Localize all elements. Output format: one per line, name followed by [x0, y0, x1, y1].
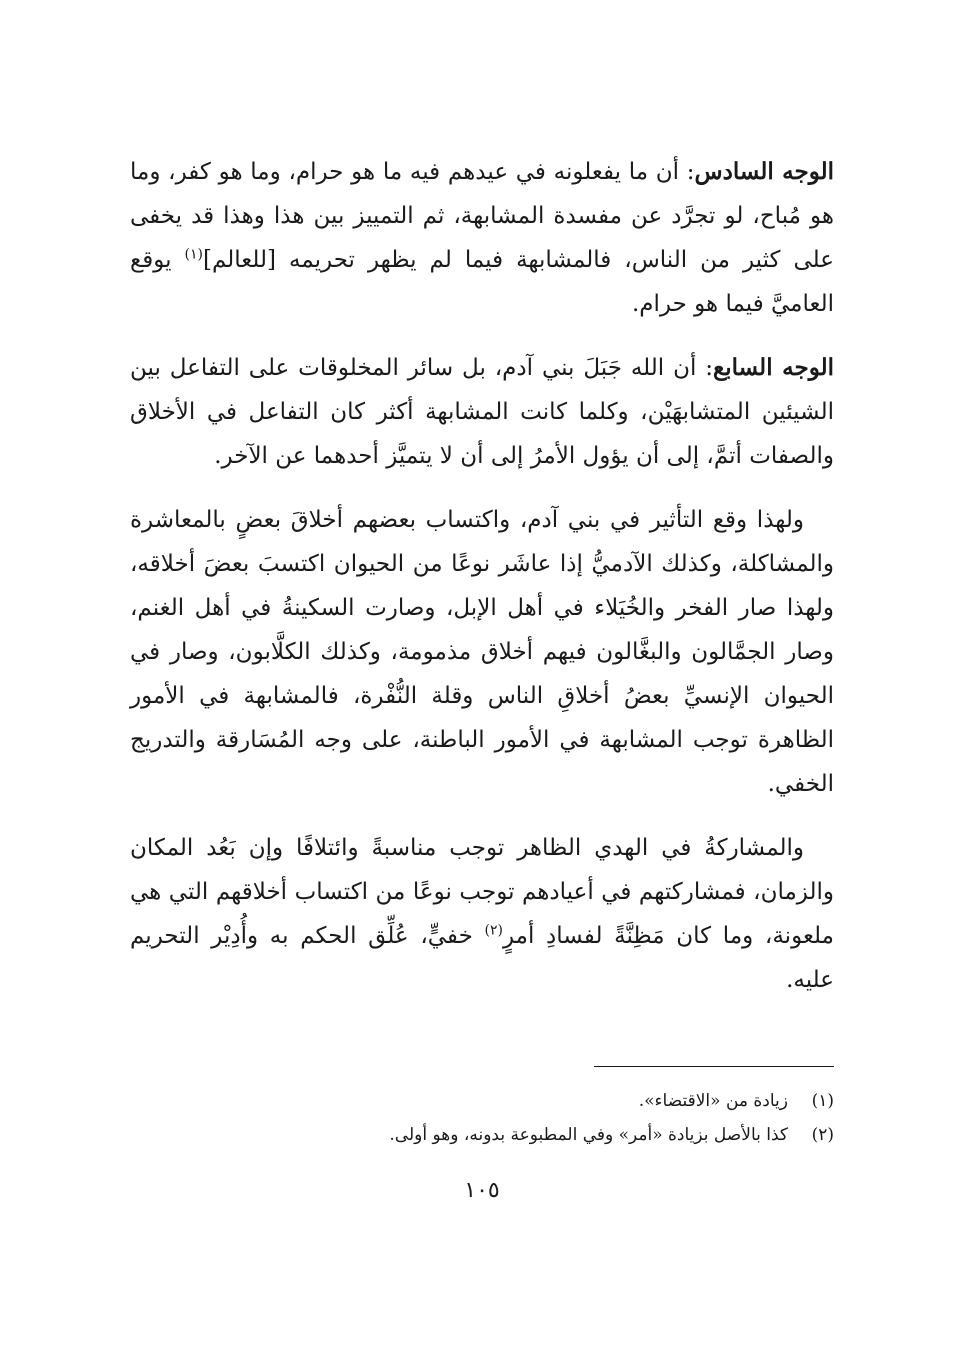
- footnote-divider: [594, 1066, 834, 1067]
- paragraph-influence: [130, 498, 834, 806]
- paragraph-heading: الوجه السابع: [713, 354, 835, 381]
- footnote-number: (١): [811, 1091, 834, 1111]
- paragraph-heading: الوجه السادس: [694, 158, 834, 185]
- footnote-item: [130, 1084, 834, 1118]
- footnote-text: زيادة من «الاقتضاء».: [638, 1091, 788, 1111]
- paragraph-body-tail: خفيٍّ، عُلِّق الحكم به وأُدِيْر التحريم عليه.: [130, 923, 834, 993]
- paragraph-sixth-aspect: [130, 150, 834, 326]
- page-number: ١٠٥: [464, 1178, 500, 1203]
- paragraph-participation: [130, 826, 834, 1002]
- footnotes: [130, 1084, 834, 1152]
- main-text: [130, 150, 834, 1022]
- footnote-text: كذا بالأصل بزيادة «أمر» وفي المطبوعة بدونه، وهو أولى.: [389, 1125, 788, 1145]
- paragraph-body: : أن الله جَبَلَ بني آدم، بل سائر المخلوقات على التفاعل بين الشيئين المتشابهَيْن، وكلما كانت المشابهة أكثر كان التفاعل في الأخلاق والصفات أتمَّ، إلى أن يؤول الأمرُ إلى أن لا يتميَّز أحدهما عن الآخر.: [130, 355, 834, 469]
- paragraph-body-tail: يوقع العاميَّ فيما هو حرام.: [130, 247, 834, 317]
- footnote-marker[interactable]: (١): [184, 246, 203, 263]
- paragraph-seventh-aspect: [130, 346, 834, 478]
- footnote-number: (٢): [811, 1125, 834, 1145]
- paragraph-body: والمشاركةُ في الهدي الظاهر توجب مناسبةً وائتلافًا وإن بَعُد المكان والزمان، فمشاركتهم في أعيادهم توجب نوعًا من اكتساب أخلاقهم التي هي ملعونة، وما كان مَظِنَّةً لفسادِ أمرٍ: [130, 835, 834, 949]
- footnote-item: [130, 1118, 834, 1152]
- paragraph-body: ولهذا وقع التأثير في بني آدم، واكتساب بعضهم أخلاقَ بعضٍ بالمعاشرة والمشاكلة، وكذلك الآدميُّ إذا عاشَر نوعًا من الحيوان اكتسبَ بعضَ أخلاقه، ولهذا صار الفخر والخُيَلاء في أهل الإبل، وصارت السكينةُ في أهل الغنم، وصار الجمَّالون والبغَّالون فيهم أخلاق مذمومة، وكذلك الكلَّابون، وصار في الحيوان الإنسيِّ بعضُ أخلاقِ الناس وقلة النُّفْرة، فالمشابهة في الأمور الظاهرة توجب المشابهة في الأمور الباطنة، على وجه المُسَارقة والتدريج الخفي.: [130, 507, 834, 797]
- footnote-marker[interactable]: (٢): [484, 922, 503, 939]
- paragraph-body: : أن ما يفعلونه في عيدهم فيه ما هو حرام، وما هو كفر، وما هو مُباح، لو تجرَّد عن مفسدة المشابهة، ثم التمييز بين هذا وهذا قد يخفى على كثير من الناس، فالمشابهة فيما لم يظهر تحريمه [للعالم]: [130, 159, 834, 273]
